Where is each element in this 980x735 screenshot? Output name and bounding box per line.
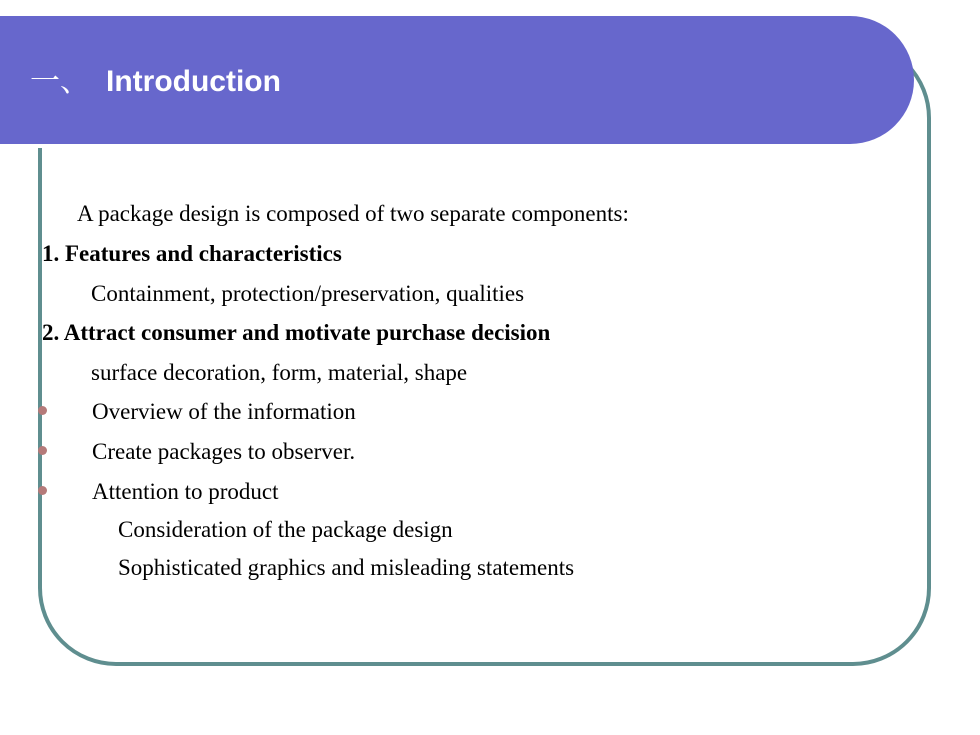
bullet-item: Overview of the information xyxy=(92,399,356,424)
intro-text: A package design is composed of two separate components: xyxy=(77,201,629,226)
item-1-detail: Containment, protection/preservation, qualities xyxy=(91,281,525,306)
bullet-icon xyxy=(38,446,47,455)
item-1-label: 1. Features and characteristics xyxy=(42,241,342,266)
sub-line: Consideration of the package design xyxy=(118,517,453,542)
slide-title xyxy=(30,56,281,100)
title-underline xyxy=(0,144,864,148)
sub-line: Sophisticated graphics and misleading statements xyxy=(118,555,575,580)
item-2-label: 2. Attract consumer and motivate purchase decision xyxy=(42,320,551,345)
item-2-detail: surface decoration, form, material, shape xyxy=(91,360,468,385)
bullet-item: Create packages to observer. xyxy=(92,439,356,464)
bullet-item: Attention to product xyxy=(92,479,279,504)
title-text: Introduction xyxy=(106,65,281,98)
bullet-icon xyxy=(38,486,47,495)
title-number: 一、 xyxy=(30,65,90,98)
bullet-icon xyxy=(38,406,47,415)
